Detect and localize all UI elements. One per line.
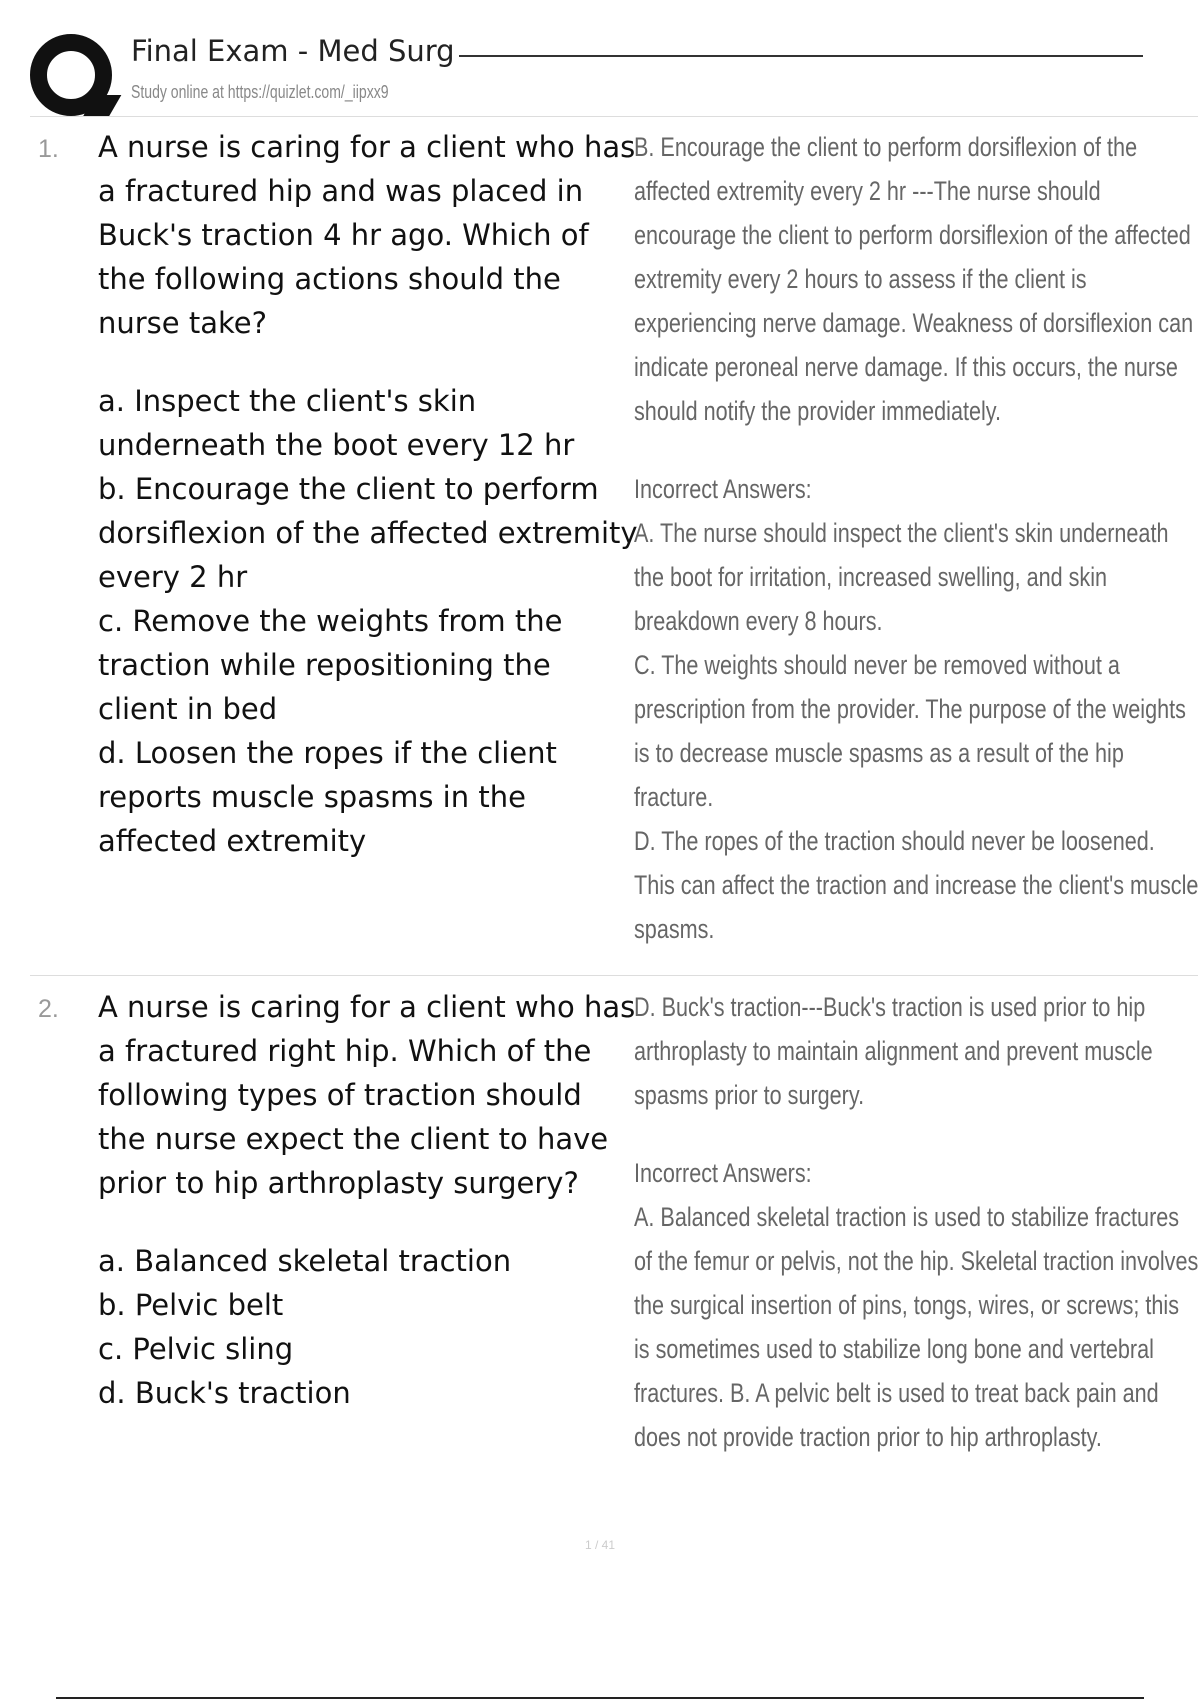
header-divider xyxy=(30,116,1198,117)
option-c: c. Remove the weights from the traction while repositioning the client in bed xyxy=(98,604,563,726)
option-b: b. Pelvic belt xyxy=(98,1288,284,1322)
option-d: d. Loosen the ropes if the client reports muscle spasms in the affected extremity xyxy=(98,736,557,858)
incorrect-a: A. The nurse should inspect the client's skin underneath the boot for irritation, increased swelling, and skin breakdown every 8 hours. xyxy=(634,518,1169,636)
quizlet-logo-icon xyxy=(30,34,112,116)
card-divider xyxy=(30,975,1198,976)
card-number: 2. xyxy=(38,995,59,1023)
incorrect-d: D. The ropes of the traction should never be loosened. This can affect the traction and increase the client's muscle spasms. xyxy=(634,826,1199,944)
page-number: 1 / 41 xyxy=(584,1538,616,1552)
card-answer xyxy=(634,125,1199,951)
footer-rule xyxy=(56,1697,1144,1699)
option-d: d. Buck's traction xyxy=(98,1376,351,1410)
study-online-link[interactable]: Study online at https://quizlet.com/_iipxx9 xyxy=(131,82,389,102)
answer-text: B. Encourage the client to perform dorsiflexion of the affected extremity every 2 hr ---The nurse should encourage the client to perform dorsiflexion of the affected extremity every 2 hours to assess if the client is experiencing nerve damage. Weakness of dorsiflexion can indicate peroneal nerve damage. If this occurs, the nurse should notify the provider immediately. xyxy=(634,132,1194,426)
card-number: 1. xyxy=(38,135,59,163)
card-answer xyxy=(634,985,1199,1459)
question-text: A nurse is caring for a client who has a fractured right hip. Which of the following types of traction should the nurse expect the client to have prior to hip arthroplasty surgery? xyxy=(98,990,636,1200)
option-a: a. Inspect the client's skin underneath the boot every 12 hr xyxy=(98,384,575,462)
option-a: a. Balanced skeletal traction xyxy=(98,1244,512,1278)
answer-text: D. Buck's traction---Buck's traction is used prior to hip arthroplasty to maintain alignment and prevent muscle spasms prior to surgery. xyxy=(634,992,1153,1110)
option-c: c. Pelvic sling xyxy=(98,1332,294,1366)
card-question xyxy=(98,125,638,863)
option-b: b. Encourage the client to perform dorsiflexion of the affected extremity every 2 hr xyxy=(98,472,638,594)
incorrect-c: C. The weights should never be removed without a prescription from the provider. The purpose of the weights is to decrease muscle spasms as a result of the hip fracture. xyxy=(634,650,1186,812)
card-question xyxy=(98,985,638,1415)
incorrect-label: Incorrect Answers: xyxy=(634,1158,812,1188)
page-title: Final Exam - Med Surg xyxy=(131,34,459,68)
question-text: A nurse is caring for a client who has a fractured hip and was placed in Buck's traction 4 hr ago. Which of the following actions should the nurse take? xyxy=(98,130,636,340)
page-header xyxy=(30,28,1140,118)
incorrect-label: Incorrect Answers: xyxy=(634,474,812,504)
incorrect-a: A. Balanced skeletal traction is used to stabilize fractures of the femur or pelvis, not the hip. Skeletal traction involves the surgical insertion of pins, tongs, wires, or screws; this is sometimes used to stabilize long bone and vertebral fractures. B. A pelvic belt is used to treat back pain and does not provide traction prior to hip arthroplasty. xyxy=(634,1202,1199,1452)
